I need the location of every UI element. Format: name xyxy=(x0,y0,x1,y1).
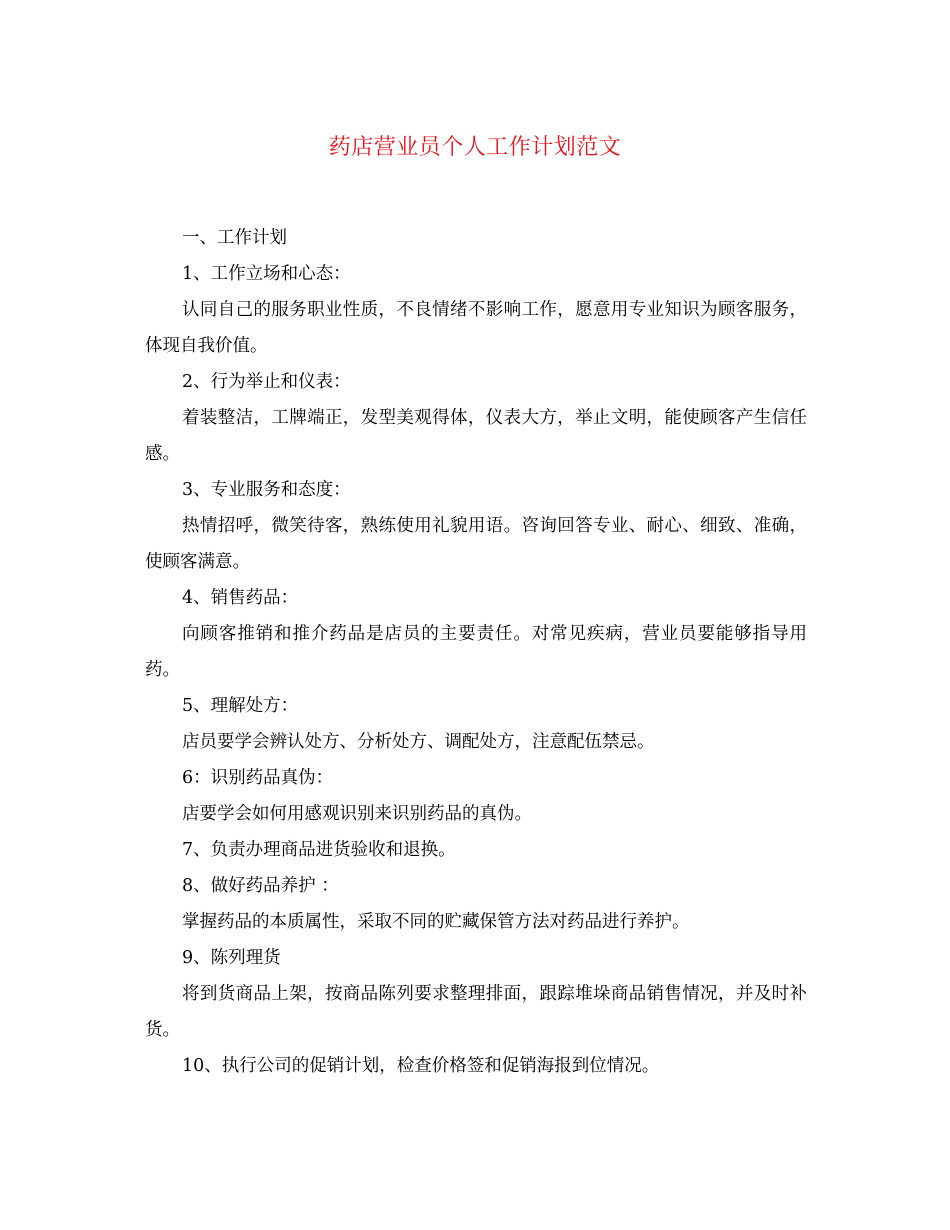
item-paragraph: 将到货商品上架，按商品陈列要求整理排面，跟踪堆垛商品销售情况，并及时补货。 xyxy=(145,984,807,1040)
item-heading: 5、理解处方： xyxy=(182,696,299,716)
document-title: 药店营业员个人工作计划范文 xyxy=(328,135,622,160)
item-heading: 3、专业服务和态度： xyxy=(182,480,351,500)
item-heading: 2、行为举止和仪表： xyxy=(182,372,351,392)
item-paragraph: 着装整洁，工牌端正，发型美观得体，仪表大方，举止文明，能使顾客产生信任感。 xyxy=(145,408,807,464)
item-paragraph: 认同自己的服务职业性质，不良情绪不影响工作，愿意用专业知识为顾客服务，体现自我价值。 xyxy=(145,300,807,356)
item-heading: 7、负责办理商品进货验收和退换。 xyxy=(182,840,456,860)
item-heading: 4、销售药品： xyxy=(182,588,299,608)
item-heading: 1、工作立场和心态： xyxy=(182,264,351,284)
item-paragraph: 热情招呼，微笑待客，熟练使用礼貌用语。咨询回答专业、耐心、细致、准确，使顾客满意。 xyxy=(145,516,807,572)
item-paragraph: 店要学会如何用感观识别来识别药品的真伪。 xyxy=(182,804,532,824)
item-heading: 8、做好药品养护 ： xyxy=(182,876,339,896)
item-paragraph: 掌握药品的本质属性，采取不同的贮藏保管方法对药品进行养护。 xyxy=(182,912,690,932)
item-paragraph: 店员要学会辨认处方、分析处方、调配处方，注意配伍禁忌。 xyxy=(182,732,655,752)
item-heading: 10、执行公司的促销计划，检查价格签和促销海报到位情况。 xyxy=(182,1056,660,1076)
section-heading: 一、工作计划 xyxy=(182,228,287,248)
item-heading: 6：识别药品真伪： xyxy=(182,768,334,788)
document-body xyxy=(145,220,807,1084)
item-paragraph: 向顾客推销和推介药品是店员的主要责任。对常见疾病，营业员要能够指导用药。 xyxy=(145,624,807,680)
item-heading: 9、陈列理货 xyxy=(182,948,281,968)
